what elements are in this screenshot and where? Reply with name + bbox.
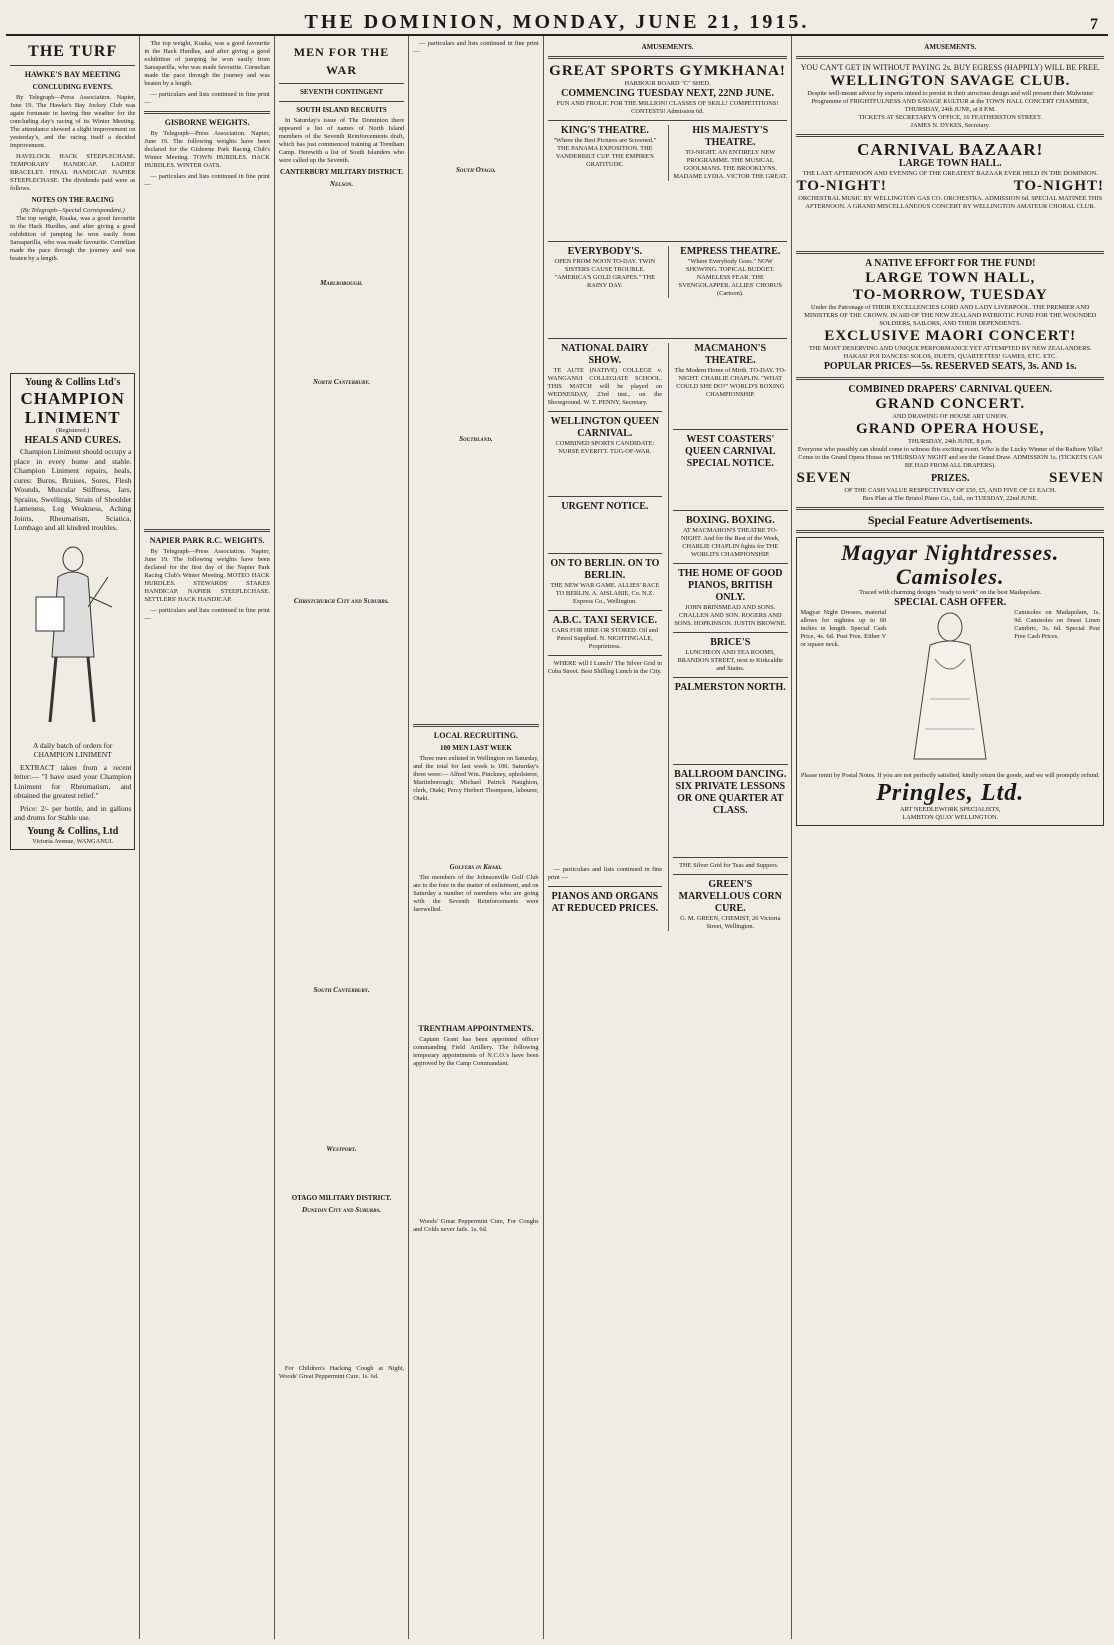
- war-nelson: Nelson.: [329, 180, 354, 188]
- dairy-body: TE AUTE (NATIVE) COLLEGE v. WANGANUI COLLEGIATE SCHOOL. THIS MATCH will be played on WEDNESDAY, 23rd inst., on the Showground. W. T. PENNY, Secretary.: [547, 367, 663, 406]
- masthead: [6, 0, 1108, 36]
- champion-price: Price: 2/- per bottle, and in gallons and drums for Stable use.: [14, 803, 132, 822]
- turf-title: THE TURF: [28, 43, 118, 60]
- tonight-row: [796, 178, 1104, 195]
- savage-title: WELLINGTON SAVAGE CLUB.: [830, 73, 1071, 89]
- ballroom-title: BALLROOM DANCING. SIX PRIVATE LESSONS OR ONE QUARTER AT CLASS.: [674, 769, 787, 816]
- kings-title: KING'S THEATRE.: [560, 125, 649, 136]
- war-canterbury: CANTERBURY MILITARY DISTRICT.: [280, 168, 404, 176]
- war-marlborough: Marlborough.: [320, 279, 363, 287]
- camisoles-title: Camisoles.: [896, 564, 1005, 589]
- postman-illustration: [14, 537, 131, 737]
- urgent-title: URGENT NOTICE.: [561, 501, 649, 512]
- champion-address: Victoria Avenue, WANGANUI.: [32, 837, 114, 845]
- champion-footer-company: Young & Collins, Ltd: [27, 825, 119, 837]
- south-otago: South Otago.: [455, 166, 496, 174]
- champion-caption: A daily batch of orders for CHAMPION LINIMENT: [33, 740, 113, 759]
- savage-tickets: TICKETS AT SECRETARY'S OFFICE, 16 FEATHERSTON STREET.: [858, 114, 1042, 121]
- kings-ad: [548, 125, 662, 181]
- carnival-sub: LARGE TOWN HALL.: [898, 158, 1002, 169]
- war-body1: In Saturday's issue of The Dominion there appeared a list of names of North Island members of the Seventh Reinforcements draft, which has just commenced training at Trentham Camp. Herewith a list of South Islanders who were called up the Seventh.: [278, 117, 405, 164]
- page-number: 7: [1090, 16, 1098, 33]
- champion-liniment-ad: [10, 373, 135, 850]
- combined-title: COMBINED DRAPERS' CARNIVAL QUEEN.: [848, 384, 1053, 395]
- magyar-desc: Magyar Night Dresses, material allows for nighties up to 60 inches in length. Special Cash Price, 4s. 6d. Post Free. Either V or square neck.: [800, 609, 887, 648]
- champion-registered: (Registered.): [56, 427, 90, 434]
- macmahons-ad: [668, 343, 787, 931]
- pianos-title: THE HOME OF GOOD PIANOS, BRITISH ONLY.: [678, 568, 783, 603]
- carnival-body2: ORCHESTRAL MUSIC BY WELLINGTON GAS CO. ORCHESTRA. ADMISSION 6d. SPECIAL MATINEE THIS AFTERNOON. A GRAND MISCELLANEOUS CONCERT BY WELLINGTON AMATEUR CHORAL CLUB.: [798, 195, 1103, 210]
- golfers-body: The members of the Johnsonville Golf Club are to the fore in the matter of enlistment, and on Saturday a number of members who are going with the Seventh Reinforcements were farewelled.: [413, 874, 539, 913]
- golfers: Golfers in Khaki.: [449, 863, 503, 871]
- war-south-canterbury: South Canterbury.: [313, 986, 370, 994]
- war-christchurch: Christchurch City and Suburbs.: [293, 597, 390, 605]
- his-majesty-body: TO-NIGHT. AN ENTIRELY NEW PROGRAMME. THE MUSICAL GOOLMANS. THE BROOKLYNS. MADAME LYDIA. VICTOR THE GREAT.: [673, 149, 788, 180]
- greens-body: G. M. GREEN, CHEMIST, 26 Victoria Street, Wellington.: [680, 915, 781, 930]
- napier-title: NAPIER PARK R.C. WEIGHTS.: [149, 536, 265, 545]
- pringles-addr: LAMBTON QUAY WELLINGTON.: [902, 814, 999, 821]
- column-racing: [140, 36, 274, 1639]
- everybodys-body: OPEN FROM NOON TO-DAY. TWIN SISTERS CAUSE TROUBLE. "AMERICA'S GOLD GRAPES." THE RAINY DAY.: [554, 258, 656, 289]
- col4-filler-1: — particulars and lists continued in fine print —: [413, 40, 539, 55]
- kings-body: "Where the Best Pictures are Screened." THE PANAMA EXPOSITION. THE VANDERBILT CUP. THE EMPIRE'S GRATITUDE.: [553, 137, 657, 168]
- champion-company: Young & Collins Ltd's: [25, 377, 121, 388]
- queen-title: WELLINGTON QUEEN CARNIVAL.: [550, 416, 660, 439]
- war-title: MEN FOR THE WAR: [293, 45, 390, 77]
- opera-title: GRAND OPERA HOUSE,: [856, 421, 1045, 437]
- napier-filler: — particulars and lists continued in fine print —: [144, 607, 270, 622]
- gisborne-body: By Telegraph—Press Association. Napier, June 19. The following weights have been declared for the Gisborne Park Racing Club's Winter Meeting. TOWN HURDLES. HACK HURDLES. WINTER OATS.: [144, 130, 270, 169]
- maori-prices: POPULAR PRICES—5s. RESERVED SEATS, 3s. AND 1s.: [823, 361, 1077, 372]
- trentham: TRENTHAM APPOINTMENTS.: [418, 1024, 534, 1033]
- brices-body: LUNCHEON AND TEA ROOMS, BRANDON STREET, next to Kirkcaldie and Stains.: [677, 649, 784, 672]
- war-sub2: SOUTH ISLAND RECRUITS: [296, 106, 387, 114]
- gymkhana-date: COMMENCING TUESDAY NEXT, 22ND JUNE.: [561, 88, 774, 99]
- dairy-title: NATIONAL DAIRY SHOW.: [561, 343, 649, 366]
- column-amusements-right: [792, 36, 1108, 1639]
- notes-sub: (By Telegraph—Special Correspondent.): [20, 207, 125, 214]
- masthead-title: THE DOMINION, MONDAY, JUNE 21, 1915.: [304, 11, 810, 33]
- his-majesty-title: HIS MAJESTY'S THEATRE.: [692, 125, 769, 148]
- camisole-desc: Camisoles on Madapolam, 1s. 9d. Camisoles on finest Linen Cambric, 3s. 6d. Special Post Free Cash Prices.: [1014, 609, 1101, 640]
- champion-product: CHAMPION LINIMENT: [20, 389, 125, 427]
- magyar-sub: Traced with charming designs "ready to work" on the best Madapolam.: [859, 589, 1042, 596]
- pianos-body: JOHN BRINSMEAD AND SONS. CHALLEN AND SON. ROGERS AND SONS. HOPKINSON. JUSTIN BROWNE.: [674, 604, 787, 627]
- palmerston-title: PALMERSTON NORTH.: [674, 682, 786, 693]
- war-dunedin: Dunedin City and Suburbs.: [302, 1206, 381, 1214]
- theatres-row-1: [548, 125, 788, 181]
- seven-left: SEVEN: [796, 470, 852, 486]
- pilots-ad: THE Silver Grid for Teas and Suppers.: [679, 862, 779, 869]
- column-men-for-war: [275, 36, 409, 1639]
- trentham-body: Captain Grant has been appointed officer commanding Field Artillery. The following temporary appointments of N.C.O.'s have been approved by the Camp Commandant.: [413, 1036, 539, 1067]
- champion-body: Champion Liniment should occupy a place in every home and stable. Champion Liniment repairs, heals, cures: Burns, Bruises, Sores, Flesh Wounds, Muscular Stiffness, Jars, Sprains, Swellings, Strain of Shoulder Lameness, Leg Weakness, Aching Joints, Rheumatism, Sciatica, Lumbago and all kindred troubles.: [14, 447, 132, 532]
- boxing-title: BOXING. BOXING.: [685, 515, 775, 526]
- prizes-label: PRIZES.: [930, 472, 970, 484]
- tonight-right: TO-NIGHT!: [1013, 178, 1105, 194]
- gisborne-title: GISBORNE WEIGHTS.: [164, 118, 250, 127]
- column-turf: [6, 36, 140, 1639]
- taxi-title: A.B.C. TAXI SERVICE.: [552, 615, 657, 626]
- remit-text: Please remit by Postal Notes. If you are not perfectly satisfied, kindly return the goods, and we will promptly refund.: [800, 772, 1100, 779]
- column-amusements-left: [544, 36, 793, 1639]
- opera-body: Everyone who possibly can should come to witness this exciting event. Who is the Lucky Winner of the Raihorn Villa? Come to the Grand Opera House on THURSDAY NIGHT and see the Grand Draw. ADMISSION 1s. (TICKETS CAN BE HAD FROM ALL DRAPERS).: [797, 446, 1103, 469]
- war-north-canterbury: North Canterbury.: [313, 378, 371, 386]
- savage-body: Despite well-meant advice by experts intend to persist in their atrocious design and will present their Midwinter Programme of FRIGHTFULNESS AND SAVAGE KULTUR at the TOWN HALL CONCERT CHAMBER, THURSDAY, 24th JUNE, at 8 P.M.: [807, 90, 1094, 113]
- dairy-ad: [548, 343, 662, 931]
- amusements-left-header: AMUSEMENTS.: [641, 43, 694, 51]
- columns: [6, 36, 1108, 1639]
- west-coasters: WEST COASTERS' QUEEN CARNIVAL SPECIAL NOTICE.: [684, 434, 776, 469]
- local-body: Three men enlisted in Wellington on Saturday, and the total for last week is 100. Saturday's three were:— Alfred Wm. Pinckney, upholsterer, Martinborough; Michael Patrick Naughton, clerk, Otaki; Percy Herbert Thompson, labourer, Otaki.: [413, 755, 539, 802]
- large-hall: LARGE TOWN HALL,: [865, 270, 1036, 286]
- war-footer: For Children's Hacking Cough at Night, Woods' Great Peppermint Cure. 1s. 6d.: [278, 1365, 405, 1380]
- berlin-body: THE NEW WAR GAME. ALLIES' RACE TO BERLIN. A. AISLABIE, Co. N.Z. Express Co., Wellington.: [550, 582, 660, 605]
- napier-body: By Telegraph—Press Association. Napier, June 19. The following weights have been declared for the first day of the Napier Park Racing Club's Winter Meeting. MOTEO HACK HURDLES. STEWARDS' STAKES HANDICAP. NAPIER STEEPLECHASE. SETTLERS' HACK HANDICAP.: [144, 548, 270, 603]
- maori-title: EXCLUSIVE MAORI CONCERT!: [824, 328, 1077, 344]
- gymkhana-title: GREAT SPORTS GYMKHANA!: [549, 63, 786, 79]
- turf-filler-1: — particulars and lists continued in fine print —: [144, 91, 270, 106]
- turf-para3: The top weight, Kuaka, was a good favourite in the Hack Hurdles, and after giving a good exhibition of jumping he won easily from Sarsaparilla, who was made favourite. Cornelian made the pace through the journey and was beaten by a length.: [10, 215, 136, 262]
- savage-intro: YOU CAN'T GET IN WITHOUT PAYING 2s. BUY EGRESS (HAPPILY) WILL BE FREE.: [800, 63, 1100, 72]
- pringles-sub: ART NEEDLEWORK SPECIALISTS,: [899, 806, 1001, 813]
- theatres-row-2: [548, 246, 788, 298]
- native-title: A NATIVE EFFORT FOR THE FUND!: [865, 258, 1036, 269]
- greens-title: GREEN'S MARVELLOUS CORN CURE.: [678, 879, 782, 914]
- turf-para2: HAVELOCK HACK STEEPLECHASE. TEMPORARY HANDICAP. LADIES' BRACELET. FINAL HANDICAP. NAPIER STEEPLECHASE. The dividends paid were as follows.: [10, 153, 136, 192]
- war-otago: OTAGO MILITARY DISTRICT.: [291, 1194, 392, 1202]
- gymkhana-body: FUN AND FROLIC FOR THE MILLION! CLASSES OF SKILL! COMPETITIONS! CONTESTS! Admission 6d.: [556, 100, 779, 115]
- berlin-title: ON TO BERLIN. ON TO BERLIN.: [550, 558, 660, 581]
- magyar-title: Magyar Nightdresses.: [841, 540, 1060, 565]
- pringles-body: [800, 609, 1100, 772]
- grand-body: AND DRAWING OF HOUSE ART UNION.: [892, 413, 1009, 420]
- war-westport: Westport.: [326, 1145, 357, 1153]
- turf-meeting: HAWKE'S BAY MEETING: [24, 70, 121, 79]
- macmahons-title: MACMAHON'S THEATRE.: [694, 343, 767, 366]
- local-sub: 100 MEN LAST WEEK: [439, 744, 512, 752]
- row-dairy-macmahons: [548, 343, 788, 931]
- grand-concert: GRAND CONCERT.: [875, 396, 1026, 412]
- pringles-logo: Pringles, Ltd.: [876, 780, 1025, 806]
- savage-sec: JAMES N. DYKES, Secretary.: [910, 122, 990, 129]
- tonight-left: TO-NIGHT!: [796, 178, 887, 194]
- empress-body: "Where Everybody Goes." NOW SHOWING. TOPICAL BUDGET. NAMELESS FEAR. THE SVENGOLAPPER. ALLIES' CHORUS (Cartoon).: [678, 258, 782, 297]
- box-plan: Box Plan at The Bristol Piano Co., Ltd., on TUESDAY, 22nd JUNE.: [862, 495, 1038, 502]
- boxing-body: AT MACMAHON'S THEATRE TO-NIGHT. And for the Rest of the Week, CHARLIE CHAPLIN fights for THE WORLD'S CHAMPIONSHIP.: [681, 527, 780, 558]
- brices-title: BRICE'S: [710, 637, 751, 648]
- macmahons-body: The Modern Home of Mirth. TO-DAY. TO-NIGHT. CHARLIE CHAPLIN. "WHAT COULD SHE DO?" WORLD'S BOXING CHAMPIONSHIP.: [674, 367, 787, 398]
- pringles-ad: [796, 537, 1104, 826]
- tuesday: TO-MORROW, TUESDAY: [852, 287, 1048, 303]
- southland: Southland.: [459, 435, 493, 443]
- amusements-right-header: AMUSEMENTS.: [924, 43, 977, 51]
- empress-ad: [668, 246, 787, 298]
- champion-tagline: HEALS AND CURES.: [24, 435, 121, 446]
- local-recruiting: LOCAL RECRUITING.: [433, 731, 518, 740]
- gymkhana-sub: HARBOUR BOARD "C" SHED.: [624, 80, 711, 87]
- lunch-ad: WHERE will I Lunch? The Silver Grid in Cuba Street. Best Shilling Lunch in the City.: [547, 660, 663, 675]
- carnival-body: THE LAST AFTERNOON AND EVENING OF THE GREATEST BAZAAR EVER HELD IN THE DOMINION.: [802, 170, 1098, 177]
- maori-body: THE MOST DESERVING AND UNIQUE PERFORMANCE YET ATTEMPTED BY NEW ZEALANDERS. HAKAS! POI DANCES! SOLOS, DUETS, QUARTETTES! GAMES, ETC. ETC.: [808, 345, 1092, 360]
- seven-body: OF THE CASH VALUE RESPECTIVELY OF £50, £5, AND FIVE OF £1 EACH.: [844, 487, 1057, 494]
- column-recruiting: [409, 36, 543, 1639]
- left-filler: — particulars and lists continued in fine print —: [547, 866, 663, 881]
- nightdress-illustration: [890, 609, 1010, 772]
- pianos2-title: PIANOS AND ORGANS AT REDUCED PRICES.: [551, 891, 659, 914]
- empress-title: EMPRESS THEATRE.: [680, 246, 781, 257]
- turf-para3-cont: The top weight, Kuaka, was a good favourite in the Hack Hurdles, and after giving a good exhibition of jumping he won easily from Sarsaparilla, who was made favourite. Cornelian made the pace through the journey and was beaten by a length.: [144, 40, 270, 87]
- native-body: Under the Patronage of THEIR EXCELLENCIES LORD AND LADY LIVERPOOL. THE PREMIER AND MINISTERS OF THE CROWN. IN AID OF THE NEW ZEALAND PATRIOTIC FUND FOR THE WOUNDED SOLDIERS, SAILORS, AND THEIR DEPENDENTS.: [804, 304, 1097, 327]
- turf-para1: By Telegraph—Press Association. Napier, June 19. The Hawke's Bay Jockey Club was again fortunate in having fine weather for the concluding day's racing of its Winter Meeting. The attendance showed a slight improvement on yesterday's, and the racing itself a decided improvement.: [10, 94, 136, 149]
- cash-offer: SPECIAL CASH OFFER.: [894, 597, 1007, 608]
- carnival-title: CARNIVAL BAZAAR!: [857, 140, 1044, 159]
- col4-footer: Woods' Great Peppermint Cure, For Coughs and Colds never fails. 1s. 6d.: [413, 1218, 539, 1233]
- gisborne-filler: — particulars and lists continued in fine print —: [144, 173, 270, 188]
- taxi-body: CARS FOR HIRE OR STORED. Oil and Petrol Supplied. N. NIGHTINGALE, Proprietress.: [551, 627, 658, 650]
- his-majesty-ad: [668, 125, 787, 181]
- champion-letter: EXTRACT taken from a recent letter:— "I have used your Champion Liniment for Rheumatism, and obtained the greatest relief.": [14, 762, 132, 800]
- seven-row: [796, 470, 1104, 487]
- queen-body: COMBINED SPORTS CANDIDATE: NURSE EVERITT. TUG-OF-WAR.: [555, 440, 655, 455]
- war-sub1: SEVENTH CONTINGENT: [299, 88, 384, 96]
- opera-dates: THURSDAY, 24th JUNE, 8 p.m.: [907, 438, 993, 445]
- everybodys-ad: [548, 246, 662, 298]
- seven-right: SEVEN: [1048, 470, 1105, 486]
- notes-title: NOTES ON THE RACING: [31, 196, 114, 204]
- turf-sub: CONCLUDING EVENTS.: [32, 83, 113, 91]
- special-feature: Special Feature Advertisements.: [867, 513, 1033, 527]
- everybodys-title: EVERYBODY'S.: [567, 246, 643, 257]
